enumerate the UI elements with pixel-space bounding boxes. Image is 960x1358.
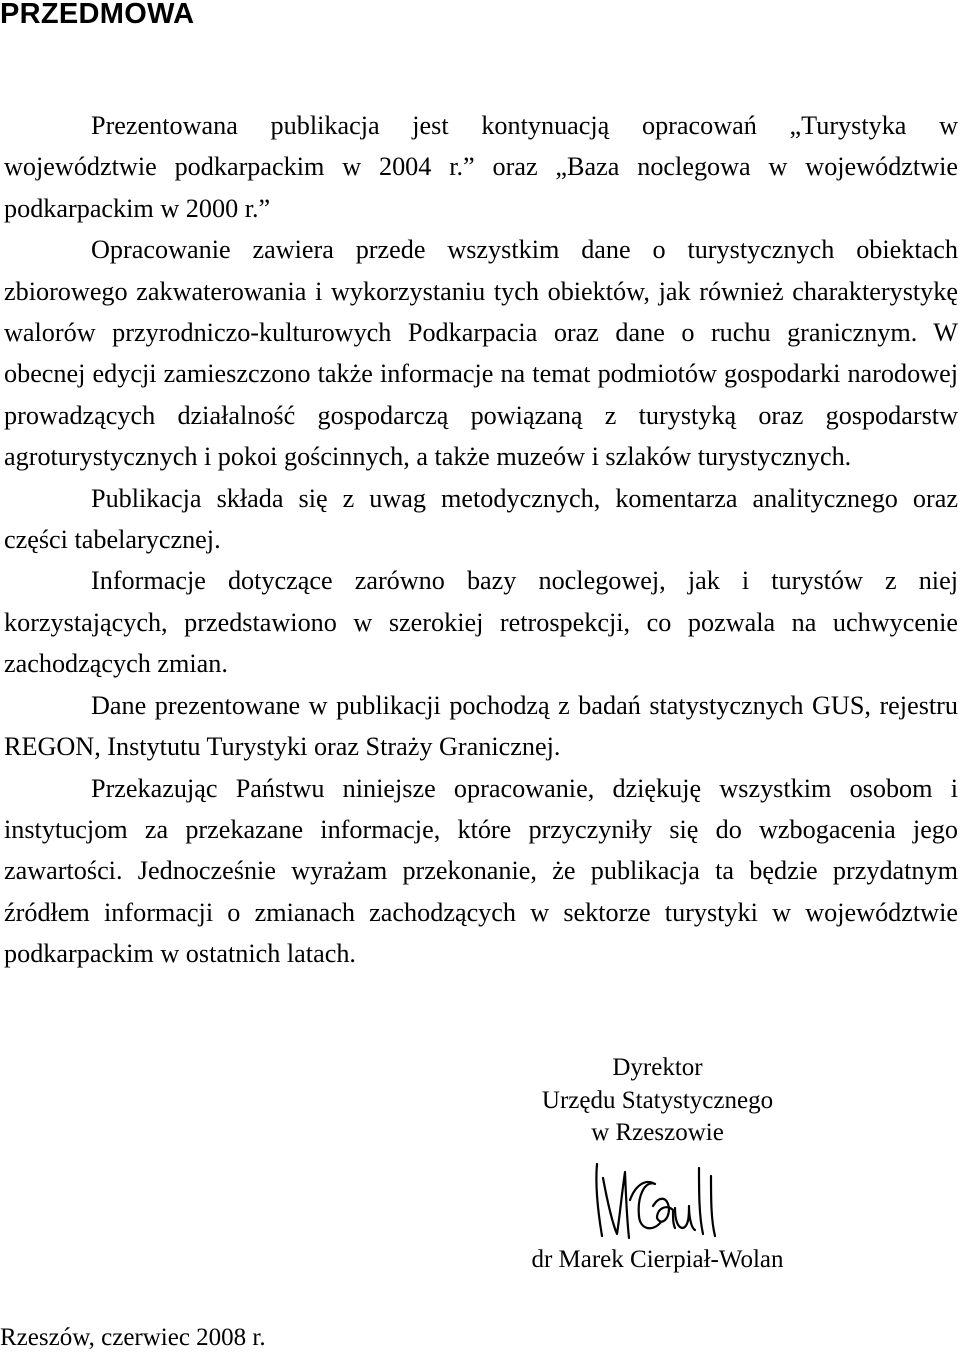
paragraph-5: Dane prezentowane w publikacji pochodzą z badań statystycznych GUS, rejestru REGON, Instytutu Turystyki oraz Straży Granicznej. (4, 690, 958, 762)
signatory-name: dr Marek Cierpiał-Wolan (531, 1245, 784, 1273)
paragraph-3: Publikacja składa się z uwag metodycznych, komentarza analitycznego oraz części tabelarycznej. (4, 483, 958, 555)
handwritten-signature (583, 1150, 733, 1246)
paragraph-2: Opracowanie zawiera przede wszystkim dane o turystycznych obiektach zbiorowego zakwaterowania i wykorzystaniu tych obiektów, jak również charakterystykę walorów przyrodniczo-kulturowych Podkarpacia oraz dane o ruchu granicznym. W obecnej edycji zamieszczono także informacje na temat podmiotów gospodarki narodowej prowadzących działalność gospodarczą powiązaną z turystyką oraz gospodarstw agroturystycznych i pokoi gościnnych, a także muzeów i szlaków turystycznych. (4, 235, 958, 472)
paragraph-4: Informacje dotyczące zarówno bazy noclegowej, jak i turystów z niej korzystających, przedstawiono w szerokiej retrospekcji, co pozwala na uchwycenie zachodzących zmian. (4, 566, 958, 679)
paragraph-6: Przekazując Państwu niniejsze opracowanie, dziękuję wszystkim osobom i instytucjom za przekazane informacje, które przyczyniły się do wzbogacenia jego zawartości. Jednocześnie wyrażam przekonanie, że publikacja ta będzie przydatnym źródłem informacji o zmianach zachodzących w sektorze turystyki w województwie podkarpackim w ostatnich latach. (4, 773, 958, 969)
signatory-office: Urzędu Statystycznego (541, 1086, 774, 1114)
preface-body (4, 105, 958, 975)
signature-block (490, 1052, 825, 1276)
place-and-date: Rzeszów, czerwiec 2008 r. (0, 1324, 266, 1351)
paragraph-1: Prezentowana publikacja jest kontynuacją opracowań „Turystyka w województwie podkarpackim w 2004 r.” oraz „Baza noclegowa w województwie podkarpackim w 2000 r.” (4, 111, 958, 223)
signatory-location: w Rzeszowie (591, 1119, 724, 1146)
page-title: PRZEDMOWA (0, 0, 195, 30)
signatory-title: Dyrektor (612, 1054, 703, 1081)
